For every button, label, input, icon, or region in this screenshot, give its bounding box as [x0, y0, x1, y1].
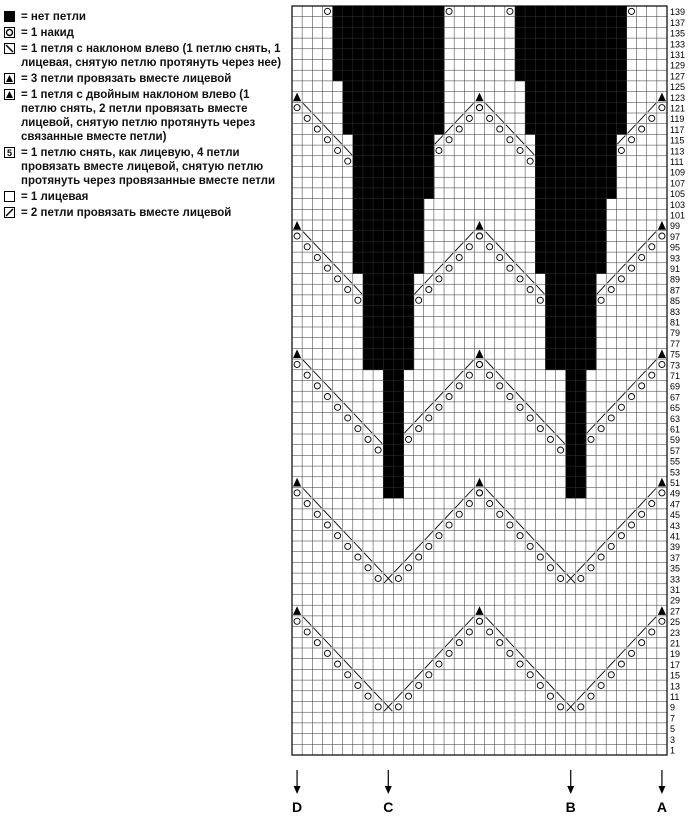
- column-markers: [292, 770, 667, 815]
- row-number: 13: [670, 681, 681, 692]
- row-number: 125: [670, 82, 686, 93]
- legend-text: = нет петли: [21, 11, 86, 23]
- row-number: 3: [670, 734, 676, 745]
- row-number: 81: [670, 317, 681, 328]
- row-number: 107: [670, 178, 686, 189]
- row-number: 25: [670, 617, 681, 628]
- legend-text: = 1 накид: [21, 27, 74, 39]
- row-number: 129: [670, 60, 686, 71]
- row-number: 17: [670, 659, 681, 670]
- row-number: 83: [670, 306, 681, 317]
- row-number: 105: [670, 189, 686, 200]
- row-number: 85: [670, 296, 681, 307]
- row-number: 15: [670, 670, 681, 681]
- arrow-down-icon: [567, 786, 574, 794]
- legend-text: = 1 лицевая: [21, 191, 89, 203]
- arrow-down-icon: [658, 786, 665, 794]
- row-number: 39: [670, 542, 681, 553]
- row-number: 75: [670, 349, 681, 360]
- row-number: 79: [670, 328, 681, 339]
- row-number: 35: [670, 563, 681, 574]
- row-number: 37: [670, 552, 681, 563]
- marker-label: C: [383, 799, 394, 815]
- row-number: 21: [670, 638, 681, 649]
- row-number: 115: [670, 135, 685, 146]
- row-number: 27: [670, 606, 681, 617]
- row-number: 121: [670, 103, 686, 114]
- row-number: 7: [670, 713, 676, 724]
- row-number: 77: [670, 338, 681, 349]
- row-number: 103: [670, 199, 686, 210]
- row-number: 133: [670, 39, 686, 50]
- row-number: 19: [670, 649, 681, 660]
- row-number: 47: [670, 499, 681, 510]
- row-number: 139: [670, 7, 686, 18]
- row-number: 71: [670, 371, 681, 381]
- row-number: 109: [670, 167, 686, 178]
- marker-label: A: [656, 799, 667, 815]
- marker-label: D: [292, 799, 303, 815]
- legend-text: = 1 петля с наклоном влево (1 петлю снять, 1 лицевая, снятую петлю протянуть через нее): [21, 43, 282, 69]
- row-number: 101: [670, 210, 686, 221]
- svg-text:5: 5: [6, 148, 13, 158]
- row-number: 93: [670, 253, 681, 264]
- legend-text: = 1 петлю снять, как лицевую, 4 петли провязать вместе лицевой, снятую петлю протянуть через провязанные вместе петли: [21, 147, 276, 187]
- row-number: 113: [670, 146, 685, 157]
- row-number: 95: [670, 242, 681, 253]
- marker-label: B: [565, 799, 576, 815]
- row-number: 55: [670, 456, 681, 467]
- row-number: 41: [670, 531, 681, 542]
- row-number: 65: [670, 403, 681, 414]
- row-number: 111: [670, 157, 684, 167]
- legend-text: = 3 петли провязать вместе лицевой: [21, 73, 232, 85]
- row-number: 99: [670, 221, 681, 232]
- legend-text: = 1 петля с двойным наклоном влево (1 петлю снять, 2 петли провязать вместе лицевой, снятую петлю протянуть через связанные вместе петли): [21, 89, 256, 143]
- row-number: 1: [670, 745, 676, 756]
- row-number: 135: [670, 28, 686, 39]
- legend-text: = 2 петли провязать вместе лицевой: [21, 207, 232, 219]
- row-number: 49: [670, 488, 681, 499]
- row-number: 123: [670, 92, 686, 103]
- row-number: 63: [670, 413, 681, 424]
- row-number: 33: [670, 574, 681, 585]
- row-number: 57: [670, 445, 681, 456]
- row-number: 31: [670, 585, 681, 595]
- row-number: 69: [670, 381, 681, 392]
- row-number: 67: [670, 392, 681, 403]
- row-number: 91: [670, 264, 681, 274]
- row-number: 119: [670, 114, 685, 125]
- row-number: 89: [670, 274, 681, 285]
- row-number: 43: [670, 520, 681, 531]
- row-number: 23: [670, 627, 681, 638]
- row-number: 11: [670, 692, 680, 702]
- row-number: 73: [670, 360, 681, 371]
- row-numbers: [670, 7, 685, 755]
- row-number: 51: [670, 478, 681, 488]
- row-number: 45: [670, 510, 681, 521]
- row-number: 127: [670, 71, 686, 82]
- row-number: 9: [670, 702, 676, 713]
- row-number: 61: [670, 424, 681, 435]
- row-number: 53: [670, 467, 681, 478]
- row-number: 29: [670, 595, 681, 606]
- row-number: 59: [670, 435, 681, 446]
- arrow-down-icon: [294, 786, 301, 794]
- arrow-down-icon: [385, 786, 392, 794]
- row-number: 97: [670, 231, 681, 242]
- row-number: 117: [670, 124, 685, 135]
- row-number: 131: [670, 50, 686, 60]
- row-number: 137: [670, 17, 686, 28]
- row-number: 5: [670, 724, 676, 735]
- row-number: 87: [670, 285, 681, 296]
